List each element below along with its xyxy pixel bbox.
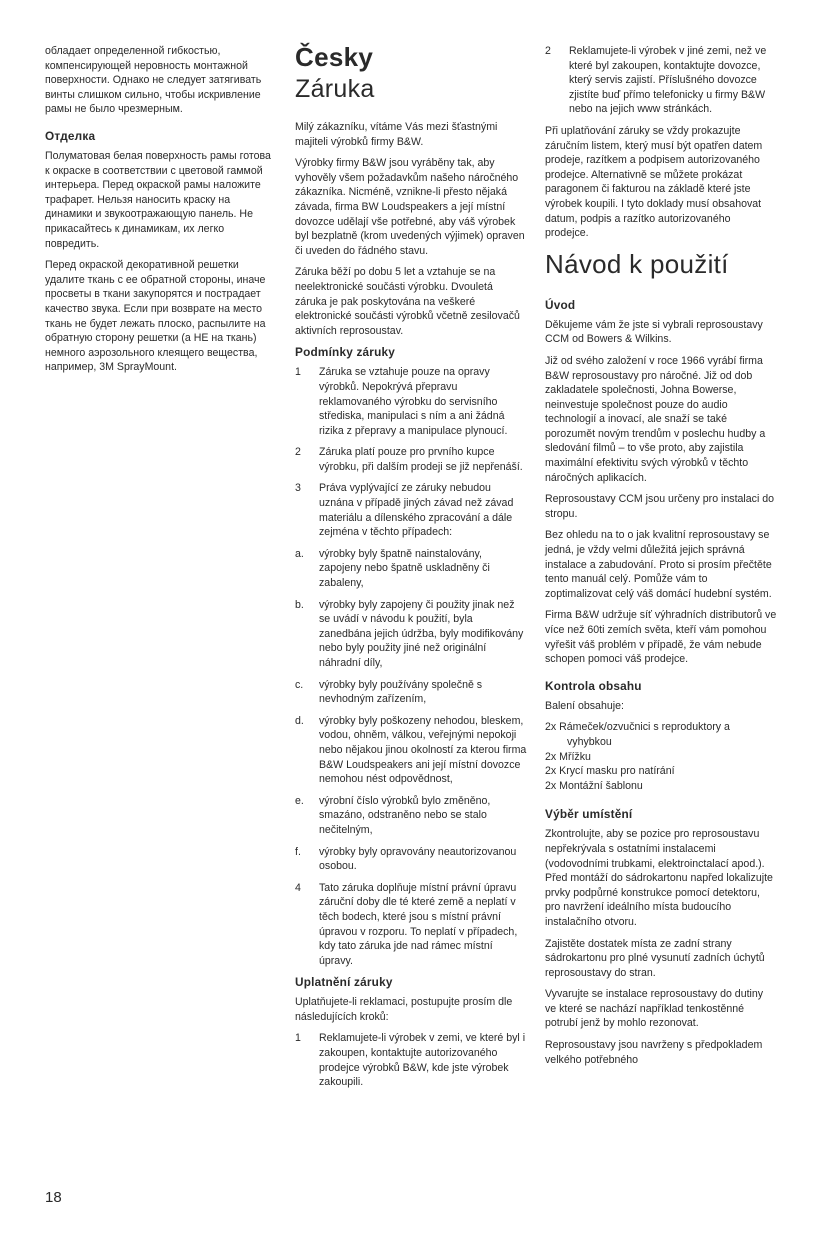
paragraph: Balení obsahuje: bbox=[545, 699, 624, 712]
section-heading-conditions: Podmínky záruky bbox=[295, 345, 396, 360]
list-item bbox=[295, 445, 527, 474]
list-marker: 2 bbox=[295, 446, 301, 459]
list-item bbox=[295, 1031, 527, 1089]
list-marker: c. bbox=[295, 678, 304, 691]
paragraph: Uplatňujete-li reklamaci, postupujte prosím dle následujících kroků: bbox=[295, 996, 513, 1023]
list-item bbox=[295, 547, 527, 591]
paragraph: Перед окраской декоративной решетки удалите ткань с ее обратной стороны, иначе просветы в ткани закупорятся и пострадает качество звука. Если при возврате на место ткань не будет лежать плоско, распылите на обратную сторону решетки (а НЕ на ткань) немного аэрозольного клеящего вещества, например, 3M SprayMount. bbox=[45, 259, 266, 374]
list-text: výrobky byly používány společně s nevhodným zařízením, bbox=[319, 678, 483, 706]
list-item bbox=[295, 598, 527, 671]
language-title: Česky bbox=[295, 42, 374, 72]
paragraph: Výrobky firmy B&W jsou vyráběny tak, aby vyhověly všem požadavkům našeho náročného zákazníka. Nicméně, vznikne-li přesto nějaká závada, firma BW Loudspeakers a její místní dovozce udělají vše potřebné, aby váš výrobek byl bezplatně (krom uvedených výjimek) opraven či uveden do řádného stavu. bbox=[295, 157, 525, 257]
list-text: výrobky byly opravovány neautorizovanou osobou. bbox=[319, 845, 517, 873]
list-text: Práva vyplývající ze záruky nebudou uznána v případě jiných závad než závad materiálu a dílenského zpracování a dále zejména v těchto případech: bbox=[319, 482, 514, 539]
kit-item: 2x Montážní šablonu bbox=[545, 779, 643, 792]
list-item bbox=[295, 678, 527, 707]
list-item bbox=[295, 714, 527, 787]
kit-item-continuation: vyhybkou bbox=[567, 735, 612, 748]
list-text: výrobní číslo výrobků bylo změněno, smazáno, odstraněno nebo se stalo nečitelným, bbox=[319, 794, 491, 836]
section-heading-intro: Úvod bbox=[545, 297, 576, 312]
kit-item: 2x Krycí masku pro natírání bbox=[545, 765, 675, 778]
paragraph: Firma B&W udržuje síť výhradních distributorů ve více než 60ti zemích světa, kteří vám pomohou vyřešit váš problém v případě, že vám nebude schopen pomoci váš prodejce. bbox=[545, 609, 777, 666]
paragraph: Zajistěte dostatek místa ze zadní strany sádrokartonu pro plné vysunutí zadních úchytů reprosoustavy do stran. bbox=[545, 937, 765, 979]
warranty-title: Záruka bbox=[295, 75, 375, 103]
paragraph: Reprosoustavy jsou navrženy s předpokladem velkého potřebného bbox=[545, 1039, 763, 1066]
paragraph: Záruka běží po dobu 5 let a vztahuje se na neelektronické součásti výrobku. Dvouletá záruka je pak poskytována na veškeré elektronické součásti výrobků včetně zesilovačů aktivních reprosoustav. bbox=[295, 266, 520, 337]
section-heading-finish: Отделка bbox=[45, 128, 96, 143]
paragraph: Zkontrolujte, aby se pozice pro reprosoustavu nepřekrývala s ostatními instalacemi (vodovodními trubkami, elektroinctalací apod.). Před montáží do sádrokartonu napřed lokalizujte prvky podpůrné konstrukce pomocí detektoru, pro navržení ideálního místa budoucího instalačního otvoru. bbox=[545, 828, 773, 928]
kit-item: 2x Rámeček/ozvučnici s reproduktory a bbox=[545, 721, 730, 734]
list-marker: 1 bbox=[295, 366, 301, 379]
list-item bbox=[295, 365, 527, 438]
list-text: výrobky byly špatně nainstalovány, zapojeny nebo špatně uskladněny či zabaleny, bbox=[319, 547, 490, 590]
column-russian bbox=[45, 44, 277, 382]
list-item bbox=[295, 881, 527, 969]
list-item bbox=[295, 481, 527, 539]
list-text: Tato záruka doplňuje místní právní úpravu záruční doby dle té které země a neplatí v těch bodech, které jsou s místní právní úpravou v rozporu. To neplatí v případech, kdy tato záruka jde nad rámec místní úpravy. bbox=[319, 881, 518, 967]
list-item bbox=[295, 845, 527, 874]
paragraph: Bez ohledu na to o jak kvalitní reprosoustavy se jedná, je vždy velmi důležitá jejich správná instalace a zabudování. Proto si prosím přečtěte tento manuál celý. Pomůže vám to zoptimalizovat celý váš domácí hudební systém. bbox=[545, 529, 772, 600]
list-text: Záruka se vztahuje pouze na opravy výrobků. Nepokrývá přepravu reklamovaného výrobku do servisního střediska, manipulaci s ním a ani žádná rizika z přepravy a manipulace plynoucí. bbox=[319, 366, 508, 437]
manual-title: Návod k použití bbox=[545, 248, 729, 279]
paragraph: Полуматовая белая поверхность рамы готова к окраске в соответствии с цветовой гаммой интерьера. Перед окраской рамы наложите трафарет. Нельзя наносить краску на динамики и звукоотражающую панель. Не прикасайтесь к динамикам, их легко повредить. bbox=[45, 149, 271, 250]
paragraph: Reprosoustavy CCM jsou určeny pro instalaci do stropu. bbox=[545, 493, 775, 520]
paragraph: Děkujeme vám že jste si vybrali reprosoustavy CCM od Bowers & Wilkins. bbox=[545, 318, 763, 346]
list-text: Reklamujete-li výrobek v zemi, ve které byl i zakoupen, kontaktujte autorizovaného prodejce výrobků B&W, kde jste výrobek zakoupili. bbox=[319, 1032, 526, 1089]
list-marker: f. bbox=[295, 845, 301, 858]
paragraph: обладает определенной гибкостью, компенсирующей неровность монтажной поверхности. Однако не следует затягивать винты слишком сильно, чтобы искривление рамы не было чрезмерным. bbox=[45, 45, 262, 116]
claims-list-continued bbox=[545, 44, 777, 117]
list-marker: 2 bbox=[545, 45, 551, 57]
list-text: Reklamujete-li výrobek v jiné zemi, než ve které byl zakoupen, kontaktujte dovozce, který servis zajistí. Příslušného dovozce zjistíte buď přímo telefonicky u firmy B&W nebo na jejich www stránkách. bbox=[569, 45, 767, 116]
list-marker: e. bbox=[295, 794, 304, 807]
page-number: 18 bbox=[45, 1189, 62, 1206]
conditions-list bbox=[295, 365, 527, 968]
list-marker: a. bbox=[295, 547, 304, 560]
list-item bbox=[295, 794, 527, 838]
paragraph: Již od svého založení v roce 1966 vyrábí firma B&W reprosoustavy pro náročné. Již od dob zakladatele společnosti, Johna Bowerse, neinvestuje společnost pouze do audio technologií a inovací, ale snaží se také porozumět novým trendům v poslechu hudby a sledování filmů – to vše proto, aby zajistila maximální efektivitu svých výrobků v těchto náročných aplikacích. bbox=[545, 354, 766, 484]
column-czech-manual bbox=[545, 44, 777, 1074]
column-czech-warranty bbox=[295, 44, 527, 1097]
paragraph: Vyvarujte se instalace reprosoustavy do dutiny ve které se nachází například tenkostěnné potrubí jenž by mohlo rezonovat. bbox=[545, 988, 764, 1030]
list-text: Záruka platí pouze pro prvního kupce výrobku, při dalším prodeji se již nepřenáší. bbox=[319, 446, 523, 473]
list-item bbox=[545, 44, 777, 117]
list-marker: 4 bbox=[295, 881, 301, 894]
section-heading-location: Výběr umístění bbox=[545, 807, 633, 822]
list-marker: d. bbox=[295, 714, 304, 727]
paragraph: Milý zákazníku, vítáme Vás mezi šťastnými majiteli výrobků firmy B&W. bbox=[295, 121, 498, 148]
list-marker: 3 bbox=[295, 482, 301, 495]
section-heading-contents: Kontrola obsahu bbox=[545, 678, 642, 693]
list-text: výrobky byly zapojeny či použity jinak než se uvádí v návodu k použití, byla zanedbána jejich údržba, byly modifikovány nebo byly použity jiné než originální náhradní díly, bbox=[319, 598, 524, 669]
kit-item: 2x Mřížku bbox=[545, 750, 591, 763]
list-text: výrobky byly poškozeny nehodou, bleskem, vodou, ohněm, válkou, veřejnými nepokoji nebo nějakou jinou okolností za kterou firma B&W Loudspeakers ani její místní dovozce nemohou nést odpovědnost, bbox=[319, 714, 527, 786]
claims-list bbox=[295, 1031, 527, 1089]
list-marker: 1 bbox=[295, 1032, 301, 1045]
list-marker: b. bbox=[295, 598, 304, 611]
section-heading-claims: Uplatnění záruky bbox=[295, 975, 393, 990]
kit-list bbox=[545, 720, 777, 793]
paragraph: Při uplatňování záruky se vždy prokazujte záručním listem, který musí být opatřen datem prodeje, razítkem a podpisem autorizovaného prodejce. Alternativně se můžete prokázat paragonem či fakturou na základě které jste výrobek koupili. I tyto doklady musí obsahovat datum, podpis a razítko autorizovaného prodejce. bbox=[545, 124, 763, 240]
